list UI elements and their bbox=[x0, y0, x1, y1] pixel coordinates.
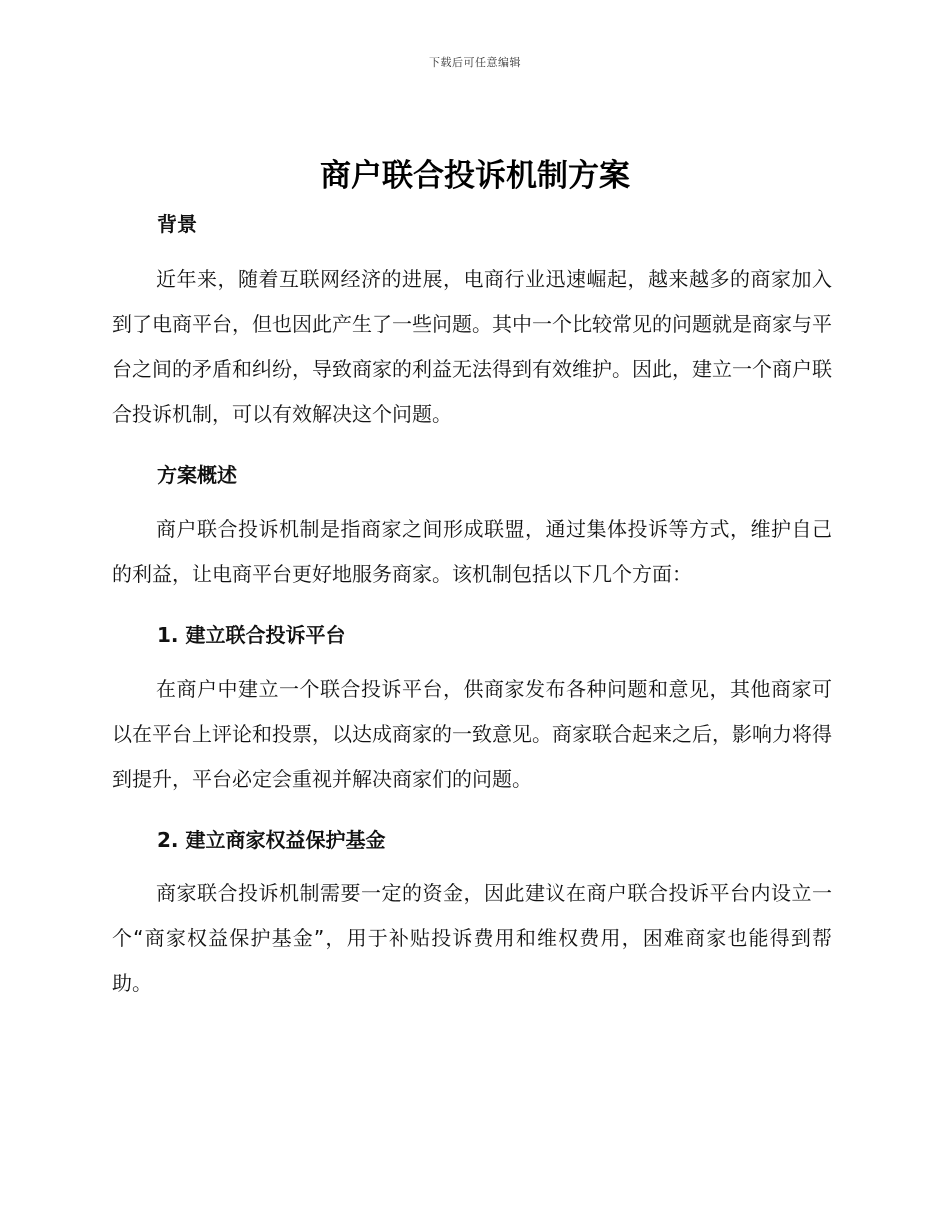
page-header-note: 下载后可任意编辑 bbox=[429, 56, 521, 69]
section-heading-protection-fund: 2. 建立商家权益保护基金 bbox=[157, 828, 386, 852]
section-heading-background: 背景 bbox=[157, 212, 197, 236]
section-paragraph-overview: 商户联合投诉机制是指商家之间形成联盟，通过集体投诉等方式，维护自己的利益，让电商平台更好地服务商家。该机制包括以下几个方面： bbox=[112, 517, 832, 586]
section-heading-complaint-platform: 1. 建立联合投诉平台 bbox=[157, 623, 346, 647]
section-paragraph-protection-fund: 商家联合投诉机制需要一定的资金，因此建议在商户联合投诉平台内设立一个“商家权益保护基金”，用于补贴投诉费用和维权费用，困难商家也能得到帮助。 bbox=[112, 881, 832, 995]
section-paragraph-background: 近年来，随着互联网经济的进展，电商行业迅速崛起，越来越多的商家加入到了电商平台，但也因此产生了一些问题。其中一个比较常见的问题就是商家与平台之间的矛盾和纠纷，导致商家的利益无法得到有效维护。因此，建立一个商户联合投诉机制，可以有效解决这个问题。 bbox=[112, 267, 832, 426]
section-heading-overview: 方案概述 bbox=[157, 463, 237, 487]
section-paragraph-complaint-platform: 在商户中建立一个联合投诉平台，供商家发布各种问题和意见，其他商家可以在平台上评论和投票，以达成商家的一致意见。商家联合起来之后，影响力将得到提升，平台必定会重视并解决商家们的问题。 bbox=[112, 677, 832, 791]
document-title: 商户联合投诉机制方案 bbox=[320, 158, 630, 194]
